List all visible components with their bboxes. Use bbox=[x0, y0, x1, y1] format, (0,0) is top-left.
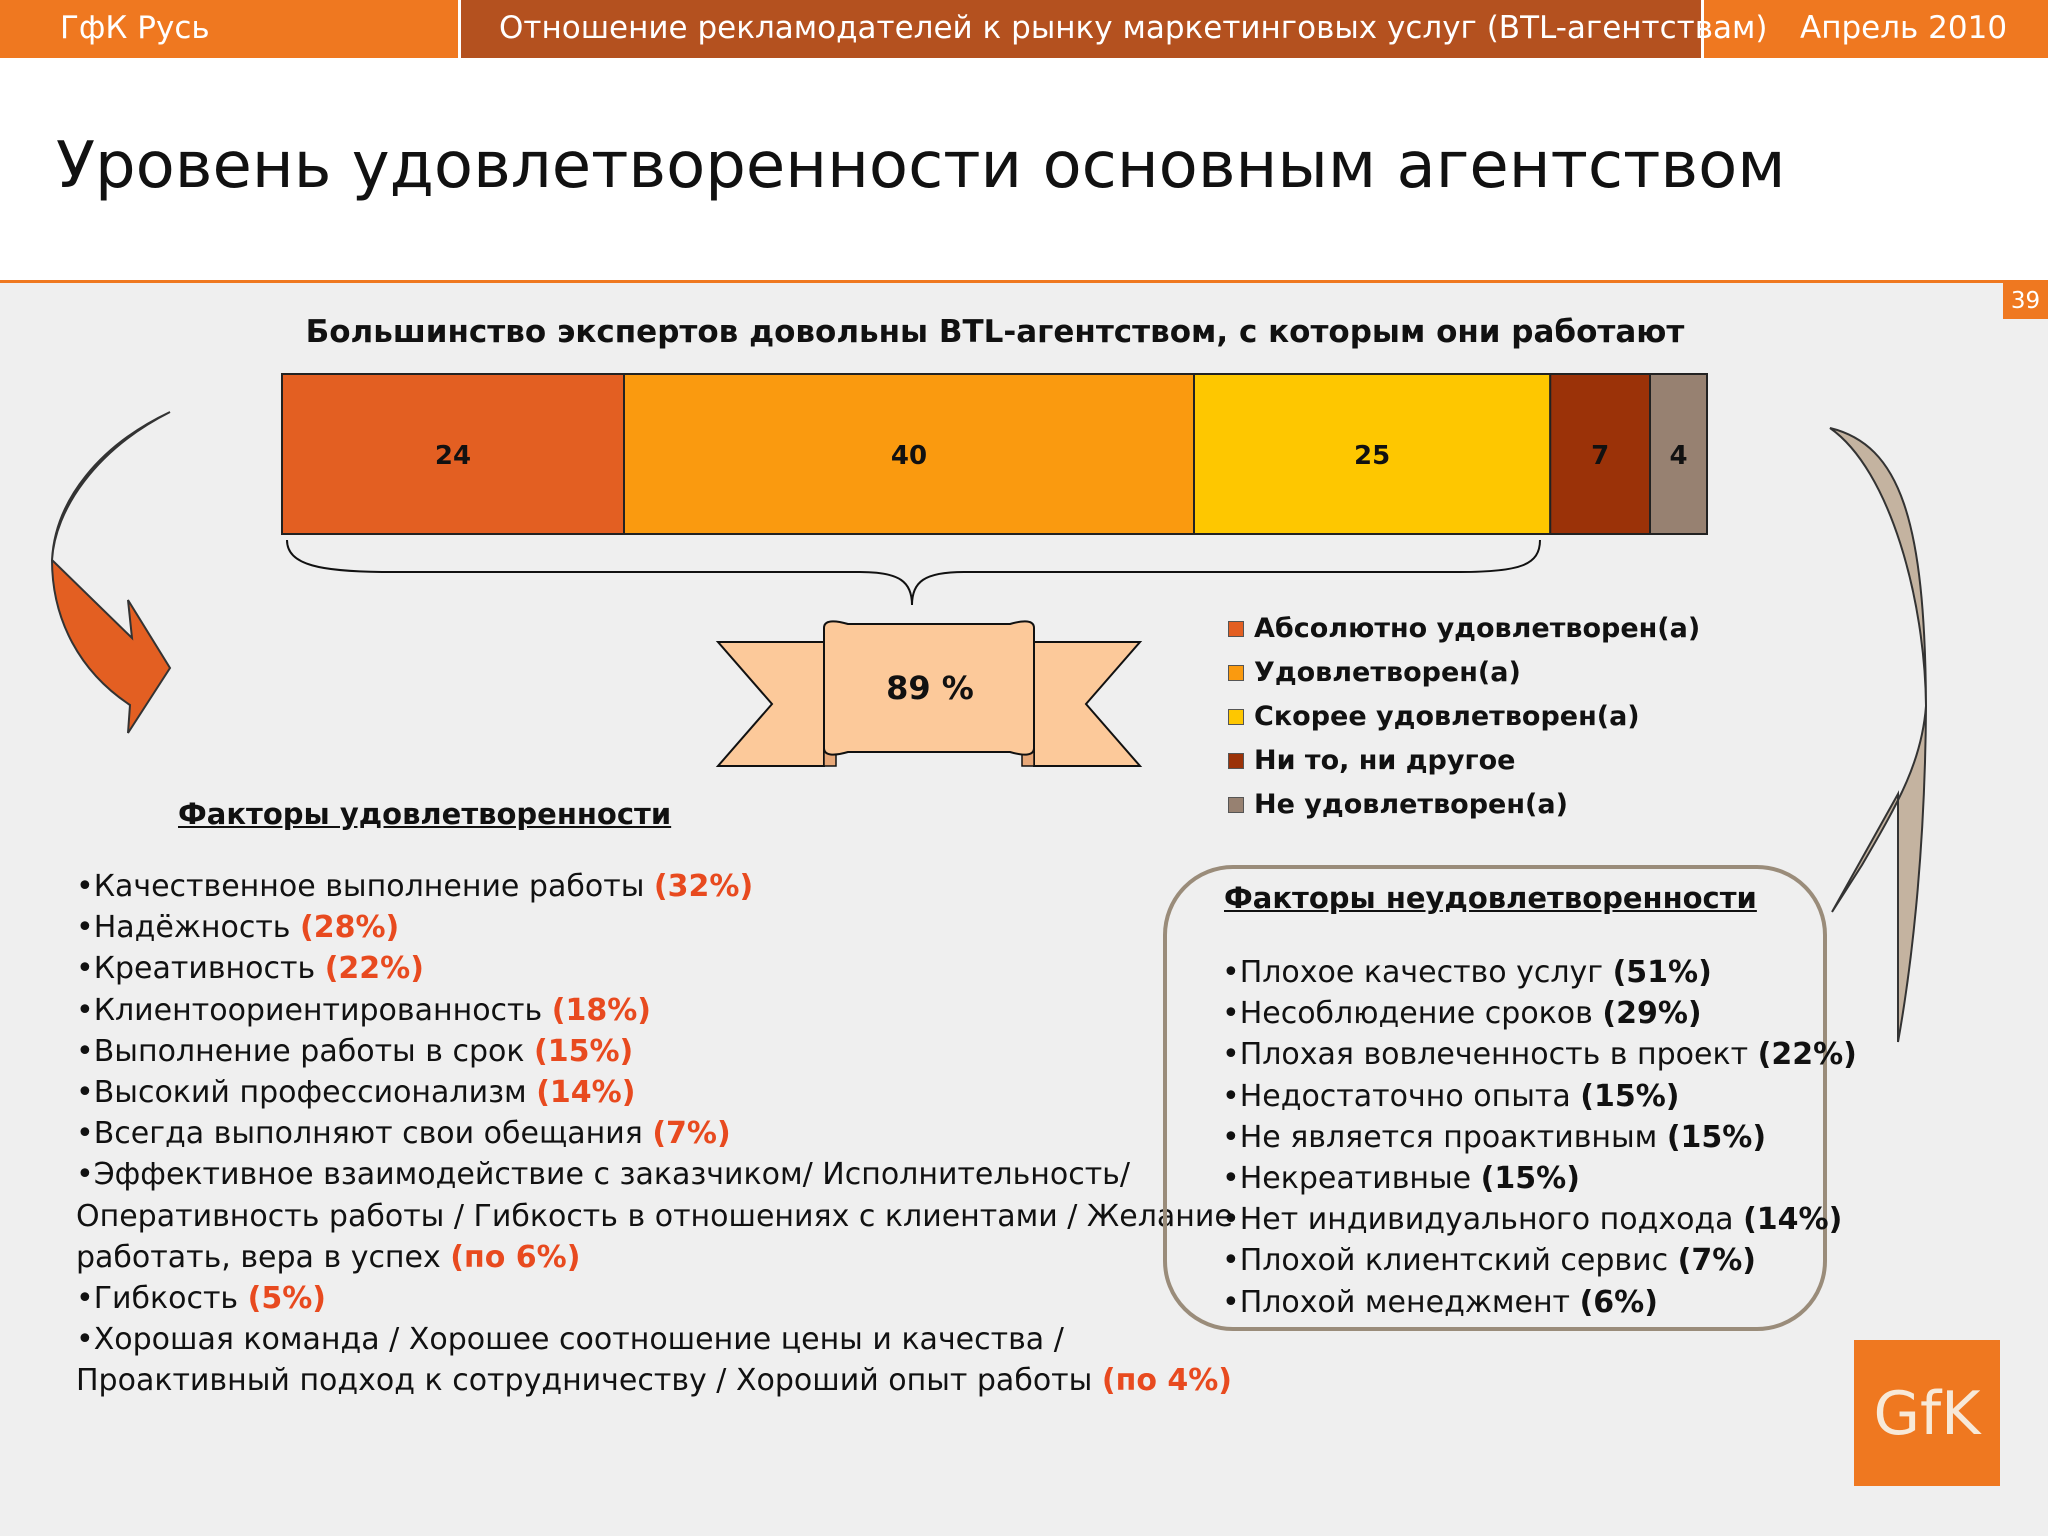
satisfaction-item-percent: (14%) bbox=[536, 1075, 636, 1111]
ribbon-banner bbox=[718, 621, 1140, 766]
dissatisfaction-item-text: •Не является проактивным bbox=[1222, 1119, 1667, 1155]
right-curved-arrow-icon bbox=[1830, 428, 1926, 1042]
satisfaction-item-percent: (по 4%) bbox=[1101, 1363, 1233, 1399]
dissatisfaction-heading: Факторы неудовлетворенности bbox=[1224, 881, 1757, 915]
dissatisfaction-item bbox=[1222, 952, 1857, 993]
satisfaction-item-text: работать, вера в успех bbox=[76, 1239, 451, 1275]
satisfaction-item-text: •Надёжность bbox=[76, 910, 301, 946]
dissatisfaction-item-text: •Плохое качество услуг bbox=[1222, 955, 1613, 990]
header-date: Апрель 2010 bbox=[1800, 10, 2008, 46]
satisfaction-item-percent: (22%) bbox=[324, 951, 424, 987]
legend-label: Не удовлетворен(а) bbox=[1254, 789, 1568, 820]
bar-label-0: 24 bbox=[434, 441, 472, 471]
dissatisfaction-item bbox=[1222, 993, 1857, 1034]
satisfaction-item-text: •Выполнение работы в срок bbox=[76, 1033, 535, 1069]
dissatisfaction-list bbox=[1222, 952, 1857, 1323]
satisfaction-item bbox=[76, 1196, 1233, 1237]
satisfaction-item bbox=[76, 1360, 1233, 1401]
header-report-title: Отношение рекламодателей к рынку маркетинговых услуг (BTL-агентствам) bbox=[499, 10, 1768, 46]
satisfaction-item-text: •Хорошая команда / Хорошее соотношение цены и качества / bbox=[76, 1322, 1064, 1358]
dissatisfaction-item-percent: (15%) bbox=[1480, 1161, 1580, 1197]
satisfaction-item bbox=[76, 1278, 1233, 1319]
satisfaction-item-text: •Высокий профессионализм bbox=[76, 1075, 537, 1111]
satisfaction-item-text: •Клиентоориентированность bbox=[76, 992, 552, 1028]
legend-swatch bbox=[1228, 621, 1244, 637]
satisfaction-item bbox=[76, 948, 1233, 989]
satisfaction-item bbox=[76, 1237, 1233, 1278]
legend-swatch bbox=[1228, 709, 1244, 725]
dissatisfaction-item-text: •Некреативные bbox=[1222, 1161, 1481, 1197]
dissatisfaction-item-text: •Плохой менеджмент bbox=[1222, 1284, 1580, 1320]
dissatisfaction-item-percent: (15%) bbox=[1666, 1119, 1767, 1155]
dissatisfaction-item bbox=[1222, 1117, 1857, 1158]
satisfaction-item bbox=[76, 1113, 1233, 1154]
legend-label: Абсолютно удовлетворен(а) bbox=[1254, 613, 1701, 644]
satisfaction-item-text: Оперативность работы / Гибкость в отношениях с клиентами / Желание bbox=[76, 1198, 1233, 1234]
satisfaction-item bbox=[76, 1319, 1233, 1360]
gfk-logo bbox=[1854, 1340, 2000, 1486]
satisfaction-item bbox=[76, 1031, 1233, 1072]
satisfaction-item-percent: (по 6%) bbox=[450, 1239, 581, 1275]
legend-label: Ни то, ни другое bbox=[1254, 745, 1516, 776]
header-company: ГфК Русь bbox=[60, 10, 210, 46]
dissatisfaction-item-percent: (22%) bbox=[1757, 1037, 1857, 1073]
satisfaction-item-text: Проактивный подход к сотрудничеству / Хороший опыт работы bbox=[76, 1363, 1102, 1399]
dissatisfaction-item bbox=[1222, 1034, 1857, 1075]
page-number: 39 bbox=[2003, 283, 2048, 319]
dissatisfaction-item-text: •Нет индивидуального подхода bbox=[1222, 1202, 1744, 1238]
satisfaction-item-percent: (7%) bbox=[652, 1116, 731, 1152]
dissatisfaction-item bbox=[1222, 1240, 1857, 1281]
gfk-logo-text: GfK bbox=[1873, 1379, 1981, 1449]
bracket-total-label: 89 % bbox=[886, 669, 974, 707]
satisfaction-item-text: •Креативность bbox=[76, 951, 325, 987]
legend-swatch bbox=[1228, 665, 1244, 681]
bar-label-4: 4 bbox=[1669, 441, 1688, 471]
legend-swatch bbox=[1228, 753, 1244, 769]
satisfaction-item-percent: (28%) bbox=[300, 910, 400, 946]
satisfaction-item bbox=[76, 1072, 1233, 1113]
bar-label-3: 7 bbox=[1591, 441, 1610, 471]
satisfaction-item-text: •Качественное выполнение работы bbox=[76, 869, 654, 904]
satisfaction-item-percent: (18%) bbox=[551, 992, 651, 1028]
left-curved-arrow-icon bbox=[52, 412, 170, 733]
bracket bbox=[287, 540, 1540, 605]
satisfaction-item bbox=[76, 866, 1233, 907]
satisfaction-item-text: •Гибкость bbox=[76, 1281, 248, 1317]
legend-swatch bbox=[1228, 797, 1244, 813]
satisfaction-item bbox=[76, 1154, 1233, 1195]
legend-label: Скорее удовлетворен(а) bbox=[1254, 701, 1640, 732]
satisfaction-item bbox=[76, 907, 1233, 948]
satisfaction-item bbox=[76, 990, 1233, 1031]
dissatisfaction-item-percent: (15%) bbox=[1580, 1078, 1680, 1114]
dissatisfaction-item-percent: (29%) bbox=[1602, 996, 1702, 1032]
satisfaction-item-percent: (32%) bbox=[653, 869, 754, 904]
dissatisfaction-item bbox=[1222, 1158, 1857, 1199]
dissatisfaction-item-text: •Плохая вовлеченность в проект bbox=[1222, 1037, 1758, 1073]
dissatisfaction-item-percent: (6%) bbox=[1579, 1284, 1658, 1320]
satisfaction-list bbox=[76, 866, 1233, 1402]
bar-label-1: 40 bbox=[890, 441, 928, 471]
satisfaction-item-percent: (5%) bbox=[247, 1281, 327, 1317]
dissatisfaction-item-text: •Плохой клиентский сервис bbox=[1222, 1243, 1678, 1279]
dissatisfaction-item bbox=[1222, 1282, 1857, 1323]
dissatisfaction-item-text: •Недостаточно опыта bbox=[1222, 1078, 1581, 1114]
dissatisfaction-item-text: •Несоблюдение сроков bbox=[1222, 996, 1603, 1032]
page-title: Уровень удовлетворенности основным агентством bbox=[56, 129, 1786, 203]
satisfaction-heading: Факторы удовлетворенности bbox=[178, 797, 672, 831]
satisfaction-item-text: •Всегда выполняют свои обещания bbox=[76, 1116, 653, 1152]
dissatisfaction-item-percent: (51%) bbox=[1612, 955, 1712, 990]
dissatisfaction-item-percent: (14%) bbox=[1743, 1202, 1843, 1238]
legend-label: Удовлетворен(а) bbox=[1254, 657, 1521, 688]
stacked-bar bbox=[282, 374, 1707, 534]
dissatisfaction-item bbox=[1222, 1199, 1857, 1240]
chart-title: Большинство экспертов довольны BTL-агентством, с которым они работают bbox=[305, 314, 1685, 350]
bar-label-2: 25 bbox=[1354, 441, 1391, 471]
dissatisfaction-item-percent: (7%) bbox=[1677, 1243, 1756, 1279]
dissatisfaction-item bbox=[1222, 1076, 1857, 1117]
satisfaction-item-percent: (15%) bbox=[534, 1033, 634, 1069]
satisfaction-item-text: •Эффективное взаимодействие с заказчиком/ Исполнительность/ bbox=[76, 1157, 1130, 1193]
